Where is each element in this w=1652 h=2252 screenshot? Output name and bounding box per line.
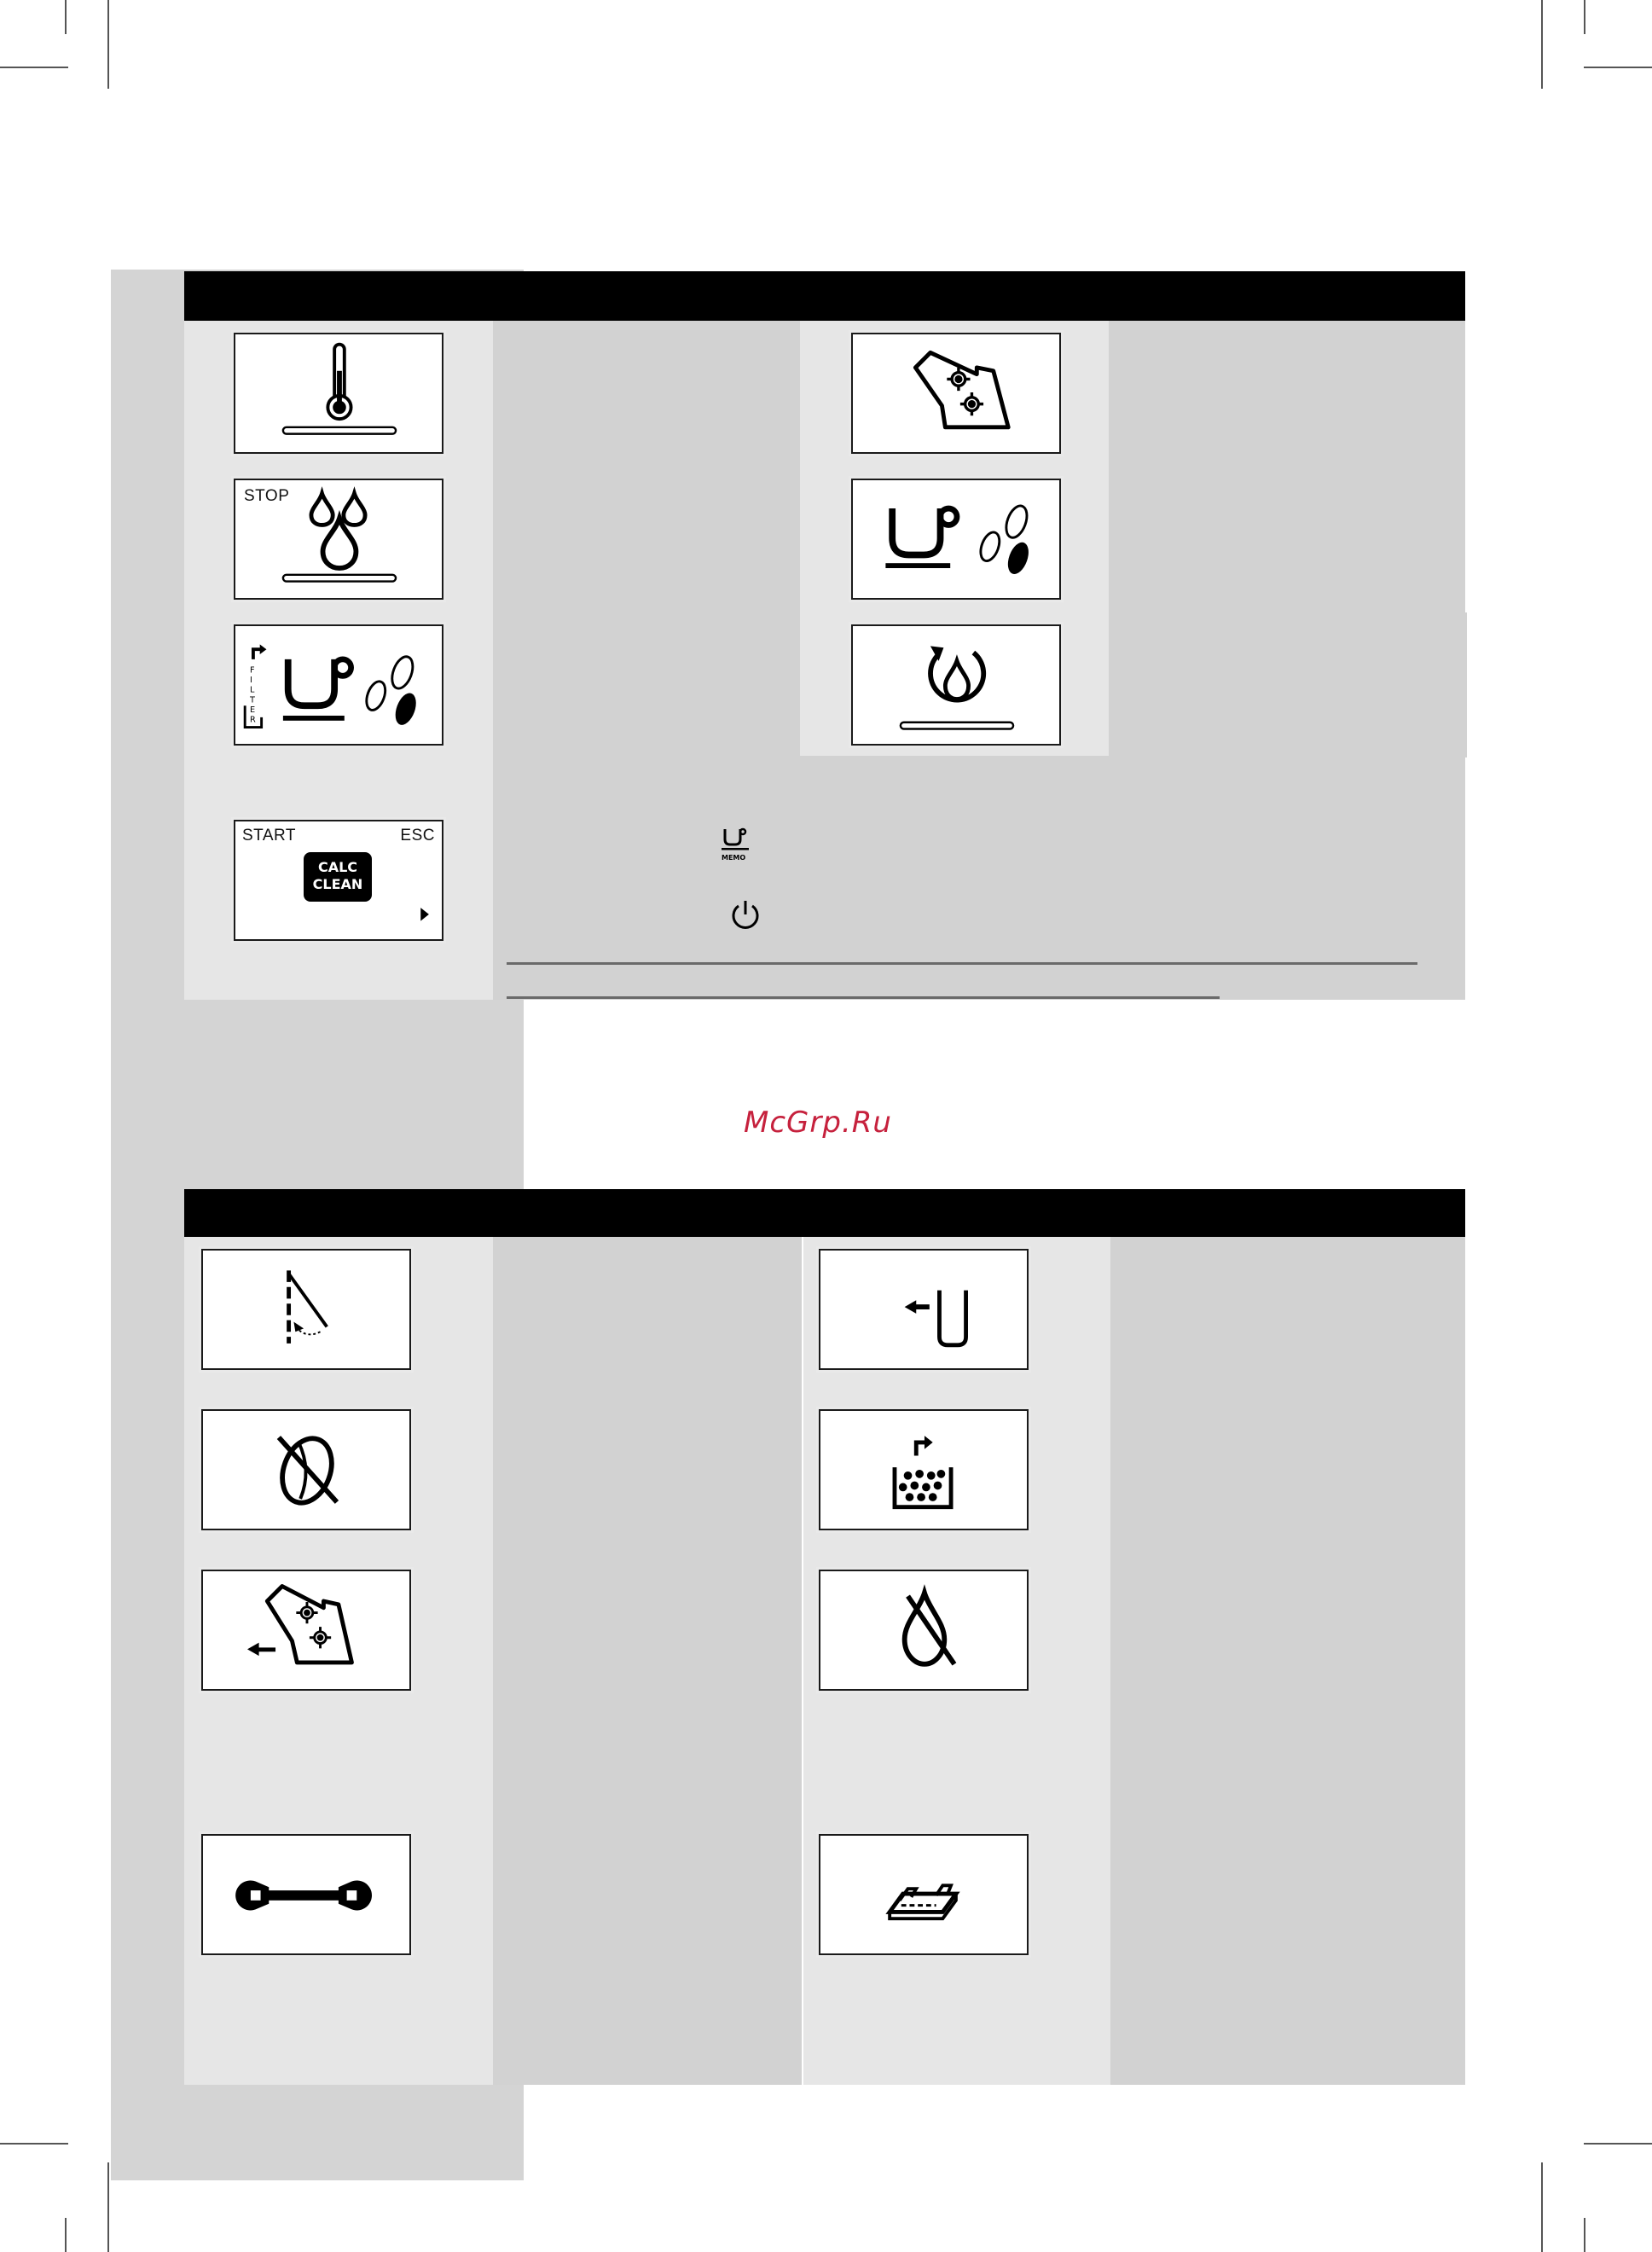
brew-unit-display <box>851 333 1061 454</box>
memo-caption: MEMO <box>722 854 746 862</box>
section2-text-panel-right <box>1110 1237 1465 2085</box>
calc-text: CALC <box>317 859 358 875</box>
rinse-display <box>851 624 1061 746</box>
insert-drip-tray-display <box>819 1249 1029 1370</box>
stop-display <box>234 479 443 600</box>
door-open-icon <box>203 1251 409 1368</box>
svg-text:T: T <box>250 695 255 705</box>
crop-mark <box>1541 0 1543 89</box>
power-inline <box>728 897 762 932</box>
svg-text:F: F <box>250 665 255 676</box>
svg-text:R: R <box>250 715 256 725</box>
crop-mark <box>107 0 109 89</box>
stop-label: STOP <box>244 487 290 505</box>
brew-unit-icon <box>853 334 1059 452</box>
cup-beans-icon <box>853 480 1059 598</box>
section1-right-cutout <box>1109 612 1467 757</box>
section1-header <box>184 271 1465 321</box>
empty-grounds-container-icon <box>820 1411 1027 1529</box>
calc-clean-icon <box>235 821 442 939</box>
svg-text:I: I <box>250 676 252 686</box>
insert-brew-unit-display <box>201 1570 411 1691</box>
svg-text:L: L <box>250 685 255 695</box>
insert-drip-tray-icon <box>820 1251 1027 1368</box>
start-label: START <box>242 827 297 844</box>
filter-display <box>234 624 443 746</box>
crop-mark <box>107 2162 109 2252</box>
crop-mark <box>65 0 67 34</box>
section1-rule-1 <box>507 962 1417 965</box>
calc-clean-display <box>234 820 443 941</box>
thermometer-icon <box>235 334 442 452</box>
refresh-drop-icon <box>853 626 1059 744</box>
cup-beans-display <box>851 479 1061 600</box>
crop-mark <box>1541 2162 1543 2252</box>
no-water-icon <box>820 1571 1027 1689</box>
crop-mark <box>0 67 68 68</box>
clean-text: CLEAN <box>312 876 363 892</box>
power-icon <box>728 897 762 932</box>
watermark: McGrp.Ru <box>744 1106 892 1140</box>
section2-text-panel-left <box>493 1237 802 2085</box>
insert-brew-unit-icon <box>203 1571 409 1689</box>
no-water-display <box>819 1570 1029 1691</box>
door-open-display <box>201 1249 411 1370</box>
empty-grounds-display <box>819 1409 1029 1530</box>
section2-header <box>184 1189 1465 1237</box>
crop-mark <box>1584 2143 1652 2145</box>
service-display <box>201 1834 411 1955</box>
memo-inline <box>715 824 756 865</box>
crop-mark <box>1584 0 1585 34</box>
crop-mark <box>1584 67 1652 68</box>
crop-mark <box>1584 2218 1585 2252</box>
stop-drops-icon <box>235 480 442 598</box>
filter-cartridge-icon <box>820 1836 1027 1953</box>
crop-mark <box>0 2143 68 2145</box>
wrench-icon <box>203 1836 409 1953</box>
filter-cup-beans-icon <box>235 626 442 744</box>
svg-text:E: E <box>250 705 256 716</box>
crop-mark <box>65 2218 67 2252</box>
no-beans-display <box>201 1409 411 1530</box>
section1-rule-2 <box>507 996 1220 999</box>
no-beans-icon <box>203 1411 409 1529</box>
esc-label: ESC <box>400 827 435 844</box>
filter-cartridge-display <box>819 1834 1029 1955</box>
thermometer-display <box>234 333 443 454</box>
